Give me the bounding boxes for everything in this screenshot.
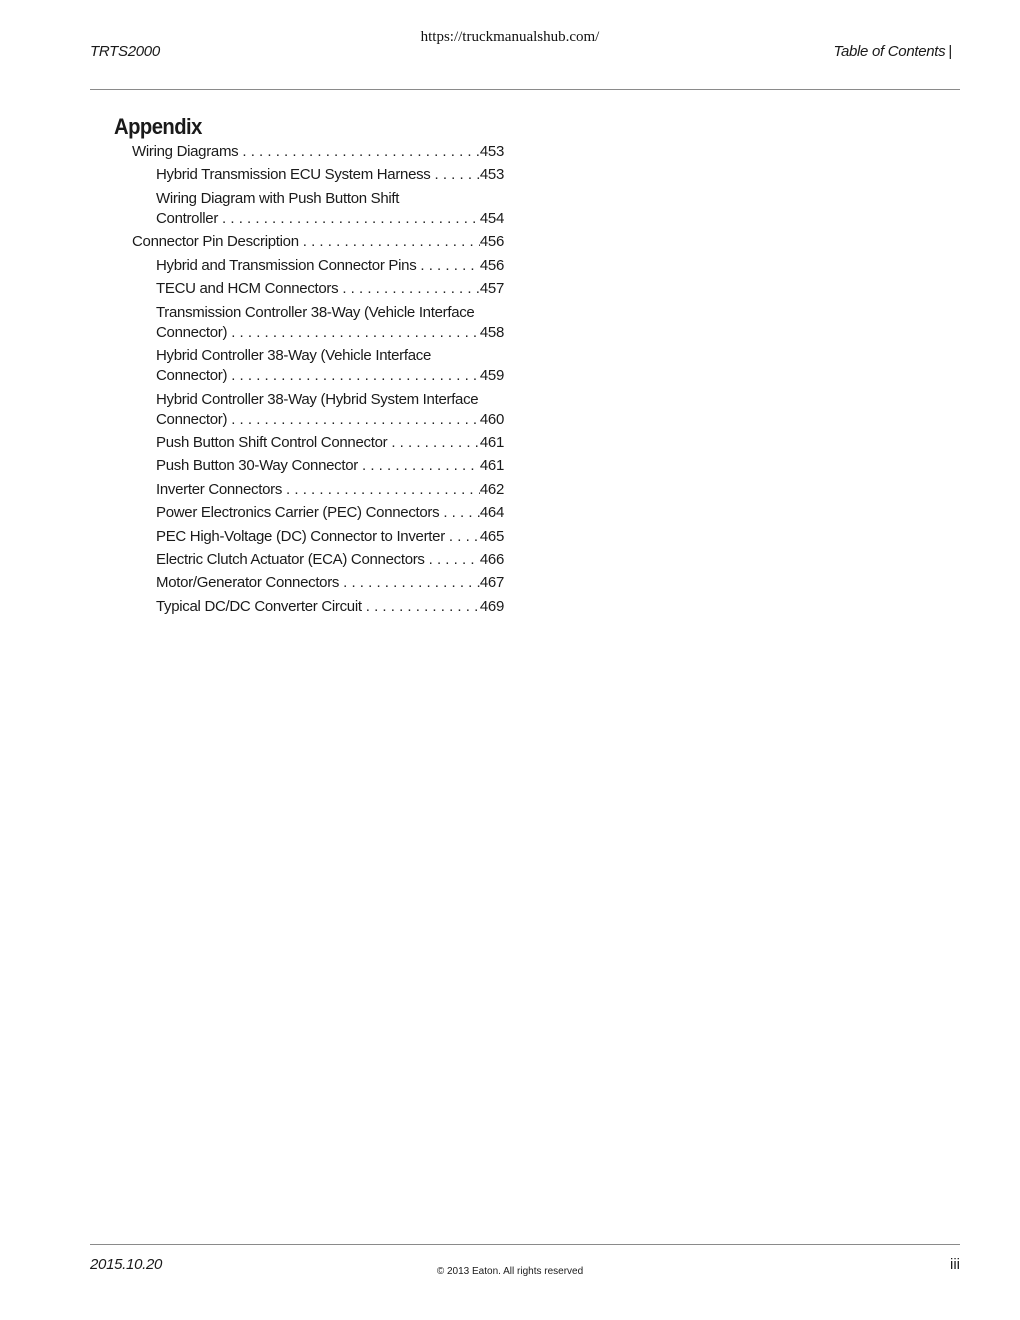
dot-leader: [387, 433, 480, 453]
header-separator: |: [948, 43, 952, 60]
toc-entry-row: [156, 209, 504, 229]
toc-page-number: 454: [479, 209, 504, 227]
dot-leader: [362, 597, 480, 617]
toc-page-number: 461: [479, 457, 504, 475]
dot-leader: [227, 410, 480, 430]
toc-entry-title-line1: Hybrid Controller 38-Way (Hybrid System Interface: [156, 390, 479, 408]
toc-entry-row: [156, 597, 504, 617]
toc-entry[interactable]: [156, 550, 504, 570]
toc-entry[interactable]: [156, 279, 504, 299]
section-title: Appendix: [114, 114, 202, 139]
dot-leader: [238, 142, 480, 162]
toc-entry-title: Connector Pin Description: [132, 233, 299, 251]
toc-entry-title: Connector): [156, 410, 228, 428]
toc-entry-row: [156, 456, 504, 476]
dot-leader: [338, 279, 480, 299]
toc-entry-row: [156, 410, 504, 430]
toc-entry-title: Electric Clutch Actuator (ECA) Connectors: [156, 551, 425, 568]
toc-page-number: 458: [479, 323, 504, 341]
toc-entry[interactable]: [156, 165, 504, 185]
toc-entry-title: Connector): [156, 367, 228, 384]
toc-page-number: 464: [479, 504, 504, 522]
dot-leader: [227, 323, 480, 343]
toc-entry[interactable]: [156, 503, 504, 523]
dot-leader: [339, 573, 480, 593]
page-number: iii: [950, 1256, 960, 1273]
toc-entry-title: Push Button Shift Control Connector: [156, 434, 388, 451]
toc-entry[interactable]: [156, 597, 504, 617]
toc-entry[interactable]: [156, 346, 504, 386]
toc-entry-title: Controller: [156, 209, 219, 227]
toc-entry-row: [156, 527, 504, 547]
dot-leader: [425, 550, 480, 570]
toc-page-number: 457: [479, 280, 504, 298]
toc-entry[interactable]: [156, 390, 504, 430]
toc-entry[interactable]: [156, 456, 504, 476]
toc-entry-row: [156, 480, 504, 500]
toc-entry-title: Wiring Diagrams: [132, 143, 239, 160]
toc-entry-title: Hybrid Transmission ECU System Harness: [156, 166, 431, 184]
toc-entry-row: [156, 503, 504, 523]
dot-leader: [358, 456, 480, 476]
toc-entry-title: Push Button 30-Way Connector: [156, 457, 358, 475]
toc-entry[interactable]: [156, 480, 504, 500]
document-id: TRTS2000: [90, 43, 160, 60]
toc-entry[interactable]: [156, 573, 504, 593]
running-header: [833, 43, 952, 60]
toc-entry[interactable]: [156, 527, 504, 547]
toc-entry[interactable]: [156, 433, 504, 453]
dot-leader: [439, 503, 480, 523]
toc-entry-title: TECU and HCM Connectors: [156, 280, 339, 298]
toc-entry-row: [156, 165, 504, 185]
toc-entry-title-line1: Hybrid Controller 38-Way (Vehicle Interface: [156, 347, 431, 364]
header-rule: [90, 89, 960, 90]
toc-entry-title: Connector): [156, 323, 228, 341]
dot-leader: [227, 366, 480, 386]
toc-entry[interactable]: [132, 142, 504, 162]
dot-leader: [431, 165, 480, 185]
source-url: https://truckmanualshub.com/: [420, 29, 600, 45]
toc-entry-row: [156, 433, 504, 453]
toc-entry-row: [156, 256, 504, 276]
toc-entry-row: [156, 550, 504, 570]
toc-page-number: 467: [479, 574, 504, 592]
toc-page-number: 453: [479, 166, 504, 184]
dot-leader: [218, 209, 480, 229]
toc-entry-title-line1: Transmission Controller 38-Way (Vehicle Interface: [156, 303, 475, 321]
toc-page-number: 459: [479, 367, 504, 384]
toc-page-number: 465: [479, 527, 504, 545]
dot-leader: [299, 232, 480, 252]
toc-page-number: 462: [479, 480, 504, 498]
toc-entry-row: [156, 573, 504, 593]
toc-entry-row: [156, 323, 504, 343]
toc-page-number: 453: [479, 143, 504, 160]
toc-entry-title: Inverter Connectors: [156, 480, 283, 498]
toc-entry-title: Typical DC/DC Converter Circuit: [156, 597, 362, 615]
toc-entry-row: [132, 232, 504, 252]
toc-entry-row: [132, 142, 504, 162]
toc-entry-title-line1: Wiring Diagram with Push Button Shift: [156, 189, 400, 207]
toc-entry[interactable]: [156, 303, 504, 343]
dot-leader: [416, 256, 479, 276]
toc-entry[interactable]: [132, 232, 504, 252]
footer-date: 2015.10.20: [90, 1256, 163, 1273]
dot-leader: [445, 527, 480, 547]
toc-entry[interactable]: [156, 189, 504, 229]
footer-rule: [90, 1244, 960, 1245]
toc-entry[interactable]: [156, 256, 504, 276]
dot-leader: [282, 480, 480, 500]
toc-entry-title: PEC High-Voltage (DC) Connector to Inverter: [156, 527, 445, 545]
toc-entry-title: Power Electronics Carrier (PEC) Connectors: [156, 504, 440, 522]
toc-page-number: 460: [479, 410, 504, 428]
toc-page-number: 456: [479, 256, 504, 274]
toc-entry-row: [156, 279, 504, 299]
toc-page-number: 456: [479, 233, 504, 251]
section-name: Table of Contents: [833, 43, 946, 60]
toc-page-number: 461: [479, 434, 504, 451]
toc-entry-title: Motor/Generator Connectors: [156, 574, 340, 592]
toc-entry-row: [156, 366, 504, 386]
copyright-notice: © 2013 Eaton. All rights reserved: [436, 1266, 584, 1277]
toc-page-number: 466: [479, 551, 504, 568]
toc-entry-title: Hybrid and Transmission Connector Pins: [156, 256, 417, 274]
toc-page-number: 469: [479, 597, 504, 615]
